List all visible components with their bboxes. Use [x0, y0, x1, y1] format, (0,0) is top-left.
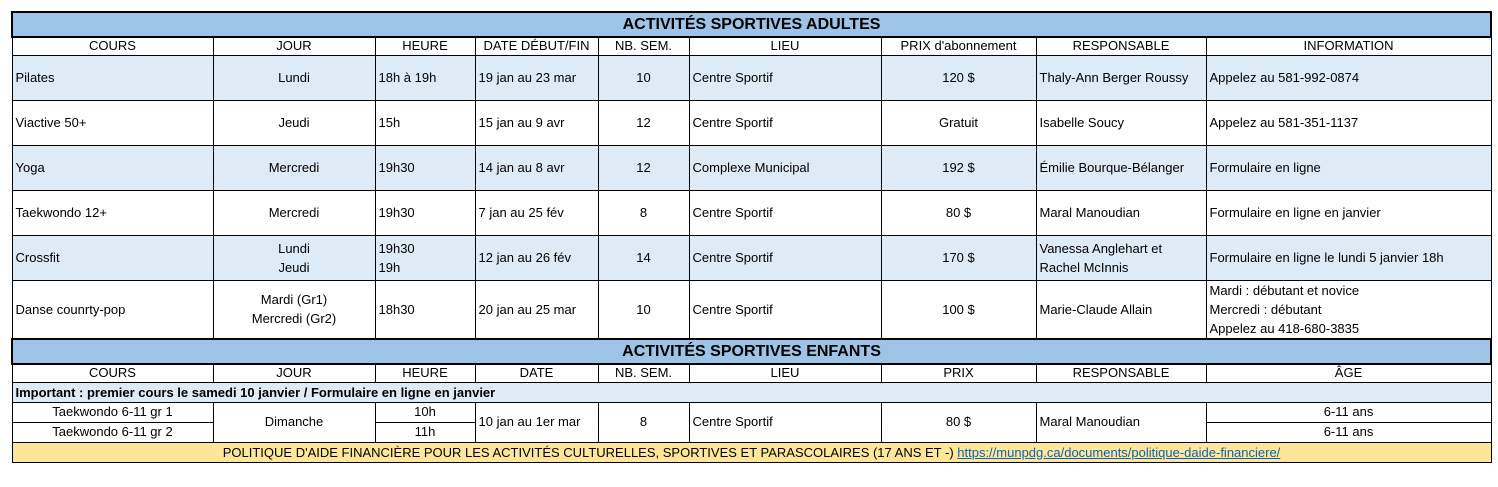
activity-dates: 12 jan au 26 fév	[475, 235, 598, 280]
activity-time-line: 19h30	[378, 240, 415, 256]
activity-price: 170 $	[881, 235, 1036, 280]
activity-price: 192 $	[881, 145, 1036, 190]
activity-responsible-line: Émilie Bourque-Bélanger	[1039, 160, 1185, 175]
activity-day-line: Jeudi	[278, 259, 310, 275]
activity-time	[375, 235, 475, 280]
kids-header-heure: HEURE	[375, 364, 475, 382]
activity-time-line: 19h30	[378, 205, 415, 220]
activities-sheet	[11, 11, 1490, 463]
activity-price: Gratuit	[881, 100, 1036, 145]
header-nb-sem: NB. SEM.	[598, 37, 689, 55]
activity-time	[375, 280, 475, 339]
activity-information	[1206, 100, 1491, 145]
header-jour: JOUR	[213, 37, 375, 55]
activity-location: Centre Sportif	[689, 280, 881, 339]
activity-location: Centre Sportif	[689, 100, 881, 145]
adults-section-title: ACTIVITÉS SPORTIVES ADULTES	[12, 12, 1491, 37]
kids-prix: 80 $	[881, 402, 1036, 442]
activity-weeks: 12	[598, 145, 689, 190]
activity-name: Taekwondo 12+	[12, 190, 213, 235]
adult-activity-row	[12, 235, 1491, 280]
activity-time-line: 19h30	[378, 160, 415, 175]
financial-aid-footer	[12, 442, 1491, 462]
activity-day-line: Mercredi	[268, 160, 320, 175]
adult-activity-row	[12, 280, 1491, 339]
activity-information	[1206, 235, 1491, 280]
kids-header-cours: COURS	[12, 364, 213, 382]
activity-information	[1206, 55, 1491, 100]
kids-nb-sem: 8	[598, 402, 689, 442]
header-date: DATE DÉBUT/FIN	[475, 37, 598, 55]
activity-day-line: Lundi	[278, 240, 310, 256]
activity-day	[213, 280, 375, 339]
activity-name: Crossfit	[12, 235, 213, 280]
header-prix: PRIX d'abonnement	[881, 37, 1036, 55]
kids-header-responsable: RESPONSABLE	[1036, 364, 1206, 382]
kids-header-lieu: LIEU	[689, 364, 881, 382]
activity-day-line: Mercredi	[268, 205, 320, 220]
kids-responsable: Maral Manoudian	[1036, 402, 1206, 442]
kids-header-nb-sem: NB. SEM.	[598, 364, 689, 382]
activity-location: Centre Sportif	[689, 55, 881, 100]
header-information: INFORMATION	[1206, 37, 1491, 55]
activity-information-line: Appelez au 581-992-0874	[1209, 70, 1360, 85]
activity-responsible	[1036, 100, 1206, 145]
kids-header-date: DATE	[475, 364, 598, 382]
activity-weeks: 10	[598, 280, 689, 339]
kids-header-row	[12, 364, 1491, 382]
activity-responsible-line: Rachel McInnis	[1039, 259, 1129, 275]
activity-weeks: 8	[598, 190, 689, 235]
activity-name: Viactive 50+	[12, 100, 213, 145]
activities-table	[11, 11, 1492, 463]
activity-information-line: Formulaire en ligne	[1209, 160, 1321, 175]
kids-header-jour: JOUR	[213, 364, 375, 382]
kids-section-title: ACTIVITÉS SPORTIVES ENFANTS	[12, 339, 1491, 364]
activity-time-line: 18h30	[378, 301, 415, 317]
kids-cours: Taekwondo 6-11 gr 2	[12, 422, 213, 442]
adult-activity-row	[12, 145, 1491, 190]
activity-dates: 14 jan au 8 avr	[475, 145, 598, 190]
kids-age: 6-11 ans	[1206, 422, 1491, 442]
financial-aid-text: POLITIQUE D'AIDE FINANCIÈRE POUR LES ACTIVITÉS CULTURELLES, SPORTIVES ET PARASCOLAIRES (17 ANS ET -)	[222, 444, 958, 460]
activity-weeks: 14	[598, 235, 689, 280]
kids-jour: Dimanche	[213, 402, 375, 442]
activity-responsible	[1036, 190, 1206, 235]
activity-information-line: Formulaire en ligne en janvier	[1209, 205, 1381, 220]
header-cours: COURS	[12, 37, 213, 55]
activity-information-line: Mercredi : débutant	[1209, 301, 1322, 317]
adult-activity-row	[12, 55, 1491, 100]
activity-price: 80 $	[881, 190, 1036, 235]
financial-aid-link[interactable]: https://munpdg.ca/documents/politique-daide-financiere/	[957, 444, 1281, 460]
activity-time-line: 15h	[378, 115, 401, 130]
activity-time-line: 18h à 19h	[378, 70, 437, 85]
activity-information	[1206, 145, 1491, 190]
activity-responsible-line: Marie-Claude Allain	[1039, 301, 1153, 317]
activity-responsible-line: Maral Manoudian	[1039, 205, 1140, 220]
activity-dates: 19 jan au 23 mar	[475, 55, 598, 100]
kids-important-note: Important : premier cours le samedi 10 janvier / Formulaire en ligne en janvier	[12, 382, 1491, 402]
activity-information-line: Appelez au 581-351-1137	[1209, 115, 1359, 130]
activity-responsible	[1036, 235, 1206, 280]
activity-day	[213, 235, 375, 280]
kids-header-prix: PRIX	[881, 364, 1036, 382]
activity-responsible	[1036, 145, 1206, 190]
activity-day	[213, 55, 375, 100]
activity-responsible	[1036, 280, 1206, 339]
activity-day-line: Lundi	[278, 70, 310, 85]
activity-weeks: 12	[598, 100, 689, 145]
kids-date: 10 jan au 1er mar	[475, 402, 598, 442]
activity-dates: 15 jan au 9 avr	[475, 100, 598, 145]
adults-header-row	[12, 37, 1491, 55]
activity-responsible-line: Thaly-Ann Berger Roussy	[1039, 70, 1189, 85]
activity-responsible	[1036, 55, 1206, 100]
header-responsable: RESPONSABLE	[1036, 37, 1206, 55]
adult-activity-row	[12, 190, 1491, 235]
activity-time-line: 19h	[378, 259, 401, 275]
header-heure: HEURE	[375, 37, 475, 55]
activity-day-line: Jeudi	[278, 115, 310, 130]
activity-responsible-line: Isabelle Soucy	[1039, 115, 1125, 130]
activity-dates: 20 jan au 25 mar	[475, 280, 598, 339]
activity-price: 100 $	[881, 280, 1036, 339]
activity-location: Centre Sportif	[689, 235, 881, 280]
activity-time	[375, 55, 475, 100]
kids-heure: 11h	[375, 422, 475, 442]
activity-information-line: Formulaire en ligne le lundi 5 janvier 18h	[1209, 250, 1444, 265]
activity-location: Centre Sportif	[689, 190, 881, 235]
activity-day	[213, 145, 375, 190]
kids-row	[12, 402, 1491, 422]
activity-information-line: Appelez au 418-680-3835	[1209, 320, 1360, 336]
kids-cours: Taekwondo 6-11 gr 1	[12, 402, 213, 422]
kids-age: 6-11 ans	[1206, 402, 1491, 422]
kids-lieu: Centre Sportif	[689, 402, 881, 442]
activity-day-line: Mardi (Gr1)	[260, 292, 328, 308]
kids-heure: 10h	[375, 402, 475, 422]
activity-name: Danse counrty-pop	[12, 280, 213, 339]
activity-dates: 7 jan au 25 fév	[475, 190, 598, 235]
adult-activity-row	[12, 100, 1491, 145]
activity-time	[375, 100, 475, 145]
activity-name: Pilates	[12, 55, 213, 100]
activity-weeks: 10	[598, 55, 689, 100]
activity-day	[213, 190, 375, 235]
activity-location: Complexe Municipal	[689, 145, 881, 190]
activity-responsible-line: Vanessa Anglehart et	[1039, 240, 1163, 256]
activity-information-line: Mardi : débutant et novice	[1209, 282, 1360, 298]
activity-information	[1206, 280, 1491, 339]
activity-day	[213, 100, 375, 145]
activity-price: 120 $	[881, 55, 1036, 100]
header-lieu: LIEU	[689, 37, 881, 55]
activity-time	[375, 145, 475, 190]
activity-time	[375, 190, 475, 235]
activity-name: Yoga	[12, 145, 213, 190]
activity-information	[1206, 190, 1491, 235]
kids-header-age: ÂGE	[1206, 364, 1491, 382]
activity-day-line: Mercredi (Gr2)	[251, 311, 337, 327]
